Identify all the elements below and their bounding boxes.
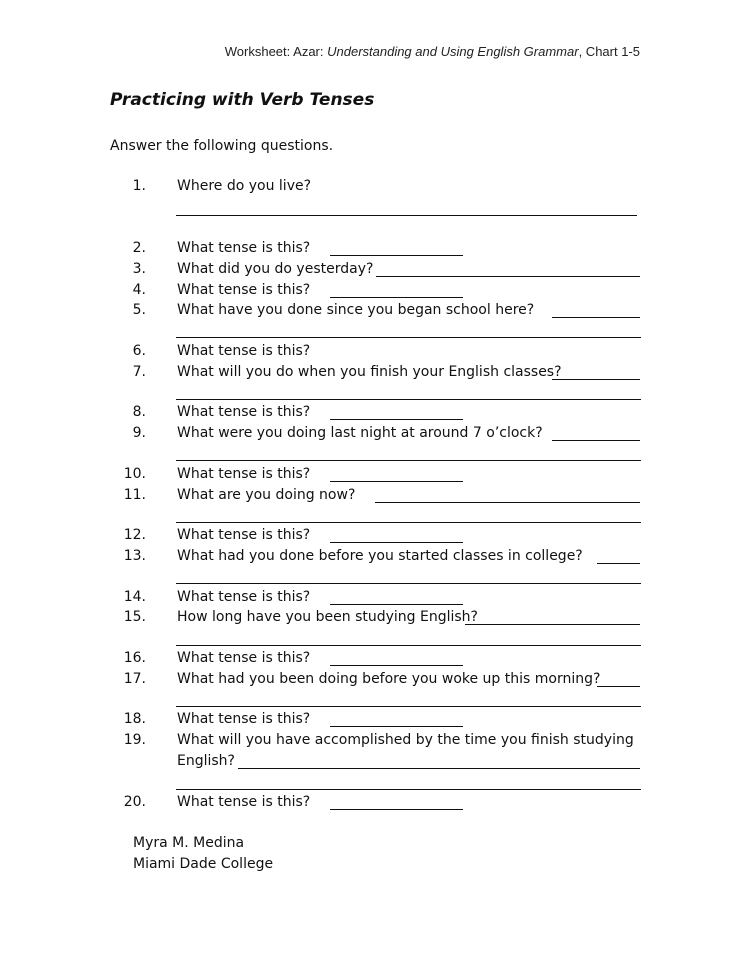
answer-blank[interactable]: [375, 487, 640, 503]
question-10: [0, 466, 750, 486]
answer-blank[interactable]: [552, 425, 640, 441]
question-text: What were you doing last night at around 7 o’clock?: [177, 425, 543, 441]
answer-blank[interactable]: [330, 711, 463, 727]
question-text: What are you doing now?: [177, 487, 356, 503]
question-number: 6.: [132, 343, 146, 359]
answer-blank[interactable]: [238, 753, 640, 769]
question-number: 11.: [123, 487, 146, 503]
answer-blank[interactable]: [597, 548, 640, 564]
question-text: What will you do when you finish your English classes?: [177, 364, 562, 380]
answer-blank[interactable]: [465, 609, 640, 625]
answer-line[interactable]: [176, 398, 641, 400]
question-13: [0, 548, 750, 568]
question-6: [0, 343, 750, 363]
question-number: 16.: [123, 650, 146, 666]
question-text: How long have you been studying English?: [177, 609, 478, 625]
question-7: [0, 364, 750, 384]
author-name: Myra M. Medina: [133, 835, 245, 851]
header-prefix: Worksheet: Azar:: [224, 44, 328, 59]
question-number: 3.: [132, 261, 146, 277]
question-5: [0, 302, 750, 322]
answer-blank[interactable]: [330, 794, 463, 810]
question-14: [0, 589, 750, 609]
answer-line[interactable]: [176, 788, 641, 790]
answer-blank[interactable]: [330, 527, 463, 543]
question-1: [0, 178, 750, 198]
answer-line[interactable]: [176, 582, 641, 584]
question-11: [0, 487, 750, 507]
question-number: 10.: [123, 466, 146, 482]
answer-blank[interactable]: [330, 466, 463, 482]
author-institution: Miami Dade College: [133, 856, 274, 872]
question-19-continuation: [0, 753, 750, 773]
question-text: What tense is this?: [177, 343, 311, 359]
question-number: 19.: [123, 732, 146, 748]
question-number: 18.: [123, 711, 146, 727]
question-text: English?: [177, 753, 235, 769]
question-number: 14.: [123, 589, 146, 605]
answer-blank[interactable]: [552, 302, 640, 318]
instructions: Answer the following questions.: [110, 138, 334, 154]
question-12: [0, 527, 750, 547]
question-17: [0, 671, 750, 691]
question-text: What tense is this?: [177, 240, 311, 256]
answer-blank[interactable]: [552, 364, 640, 380]
question-number: 15.: [123, 609, 146, 625]
question-text: Where do you live?: [177, 178, 312, 194]
question-text: What have you done since you began school here?: [177, 302, 535, 318]
answer-blank[interactable]: [330, 404, 463, 420]
question-text: What had you been doing before you woke up this morning?: [177, 671, 601, 687]
question-text: What tense is this?: [177, 466, 311, 482]
question-number: 2.: [132, 240, 146, 256]
question-number: 12.: [123, 527, 146, 543]
question-8: [0, 404, 750, 424]
question-number: 4.: [132, 282, 146, 298]
answer-line[interactable]: [176, 521, 641, 523]
answer-line[interactable]: [176, 336, 641, 338]
header-book-title: Understanding and Using English Grammar: [327, 44, 579, 59]
worksheet-title: Practicing with Verb Tenses: [110, 90, 375, 110]
question-19: [0, 732, 750, 752]
question-2: [0, 240, 750, 260]
question-text: What tense is this?: [177, 282, 311, 298]
answer-blank[interactable]: [376, 261, 640, 277]
question-text: What tense is this?: [177, 404, 311, 420]
question-number: 9.: [132, 425, 146, 441]
question-number: 5.: [132, 302, 146, 318]
answer-blank[interactable]: [330, 240, 463, 256]
answer-line[interactable]: [176, 459, 641, 461]
header-suffix: , Chart 1-5: [578, 44, 640, 59]
answer-blank[interactable]: [330, 589, 463, 605]
question-number: 1.: [132, 178, 146, 194]
question-number: 8.: [132, 404, 146, 420]
question-16: [0, 650, 750, 670]
worksheet-header: [225, 44, 640, 59]
answer-line[interactable]: [176, 214, 637, 216]
answer-blank[interactable]: [330, 650, 463, 666]
question-4: [0, 282, 750, 302]
question-number: 20.: [123, 794, 146, 810]
answer-blank[interactable]: [597, 671, 640, 687]
question-20: [0, 794, 750, 814]
question-text: What will you have accomplished by the time you finish studying: [177, 732, 634, 748]
question-number: 7.: [132, 364, 146, 380]
question-18: [0, 711, 750, 731]
answer-line[interactable]: [176, 644, 641, 646]
question-text: What tense is this?: [177, 650, 311, 666]
question-number: 17.: [123, 671, 146, 687]
question-text: What tense is this?: [177, 794, 311, 810]
question-9: [0, 425, 750, 445]
question-text: What tense is this?: [177, 527, 311, 543]
question-text: What had you done before you started classes in college?: [177, 548, 583, 564]
question-text: What did you do yesterday?: [177, 261, 374, 277]
question-text: What tense is this?: [177, 711, 311, 727]
answer-blank[interactable]: [330, 282, 463, 298]
question-text: What tense is this?: [177, 589, 311, 605]
question-number: 13.: [123, 548, 146, 564]
question-3: [0, 261, 750, 281]
question-15: [0, 609, 750, 629]
answer-line[interactable]: [176, 705, 641, 707]
